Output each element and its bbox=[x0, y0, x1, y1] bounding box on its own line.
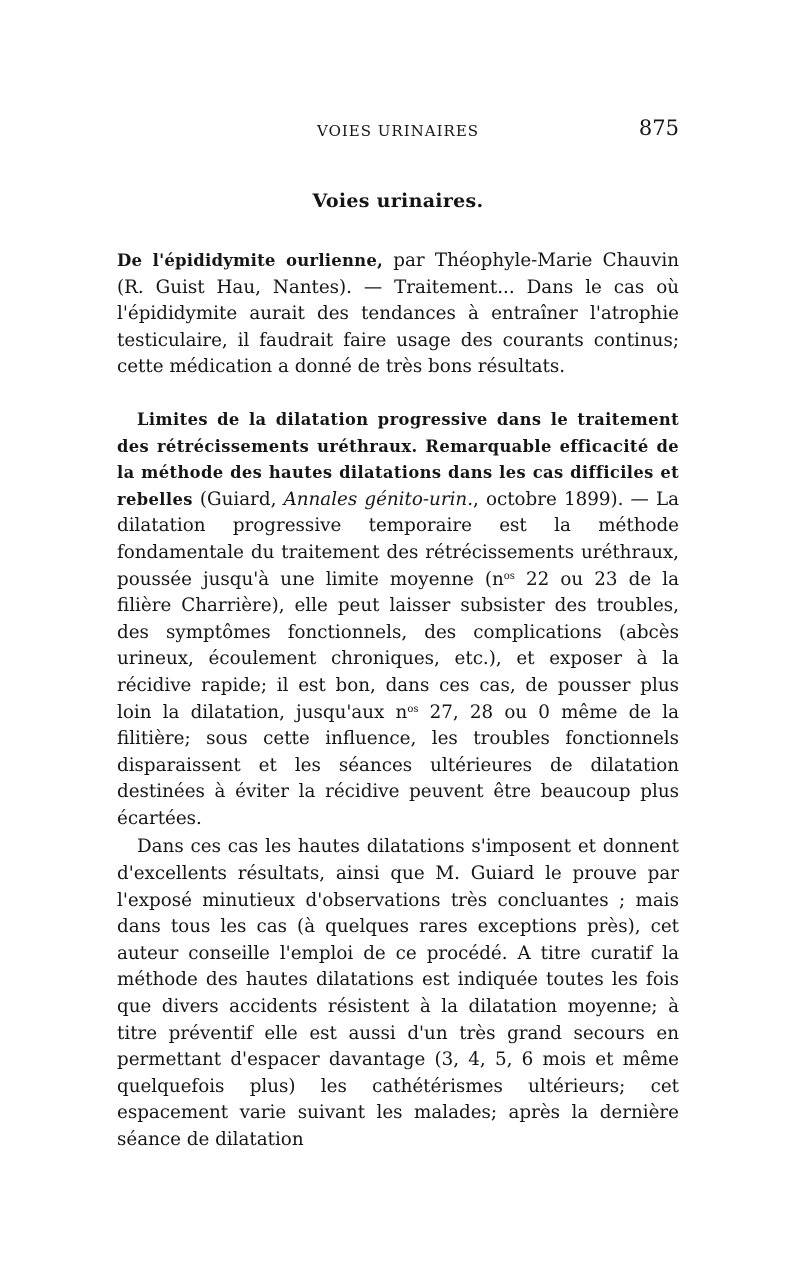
article-paragraph: Dans ces cas les hautes dilatations s'imposent et donnent d'excellents résultats, ainsi que M. Guiard le prouve par l'exposé minutieux d'observations très concluantes ; mais dans tous les cas (à quelques rares exceptions près), cet auteur conseille l'emploi de ce procédé. A titre curatif la méthode des hautes dilatations est indiquée toutes les fois que divers accidents résistent à la dilatation moyenne; à titre préventif elle est aussi d'un très grand secours en permettant d'espacer davantage (3, 4, 5, 6 mois et même quelquefois plus) les cathétérismes ultérieurs; cet espacement varie suivant les malades; après la dernière séance de dilatation bbox=[117, 836, 679, 1150]
book-page bbox=[117, 112, 679, 1154]
citation-close: , octobre 1899). — bbox=[473, 488, 656, 510]
article-paragraph bbox=[117, 407, 679, 833]
article-text: par Théophyle-Marie Chauvin (R. Guist Hau, Nantes). — Traitement... Dans le cas où l'épididymite aurait des tendances à entraîner l'atrophie testiculaire, il faudrait faire usage des courants continus; cette médication a donné de très bons résultats. bbox=[117, 250, 679, 378]
article-dilatation bbox=[117, 407, 679, 1154]
article-text: La dilatation progressive temporaire est la méthode fondamentale du traitement des rétrécissements uréthraux, poussée jusqu'à une limite moyenne (n bbox=[117, 488, 680, 590]
article-title: Limites de la dilatation progressive dans le traitement des rétrécissements uréthraux. Remarquable efficacité de la méthode des hautes dilatations dans les cas difficiles et rebelles bbox=[117, 409, 679, 509]
running-header bbox=[117, 112, 679, 146]
article-text: 22 ou 23 de la filière Charrière), elle peut laisser subsister des troubles, des symptômes fonctionnels, des complications (abcès urineux, écoulement chroniques, etc.), et exposer à la récidive rapide; il est bon, dans ces cas, de pousser plus loin la dilatation, jusqu'aux n bbox=[117, 568, 679, 723]
superscript: os bbox=[407, 703, 419, 715]
running-title: VOIES URINAIRES bbox=[317, 122, 480, 140]
article-title: De l'épididymite ourlienne, bbox=[117, 251, 383, 270]
section-heading: Voies urinaires. bbox=[312, 190, 484, 212]
superscript: os bbox=[503, 570, 515, 582]
journal-title: Annales génito-urin. bbox=[283, 488, 474, 510]
citation-open: (Guiard, bbox=[192, 488, 284, 510]
article-text: 27, 28 ou 0 même de la filitière; sous cette influence, les troubles fonctionnels disparaissent et les séances ultérieures de dilatation destinées à éviter la récidive peuvent être beaucoup plus écartées. bbox=[117, 701, 680, 829]
page-number: 875 bbox=[638, 116, 679, 140]
article-paragraph bbox=[117, 248, 679, 381]
article-epididymite bbox=[117, 248, 679, 381]
